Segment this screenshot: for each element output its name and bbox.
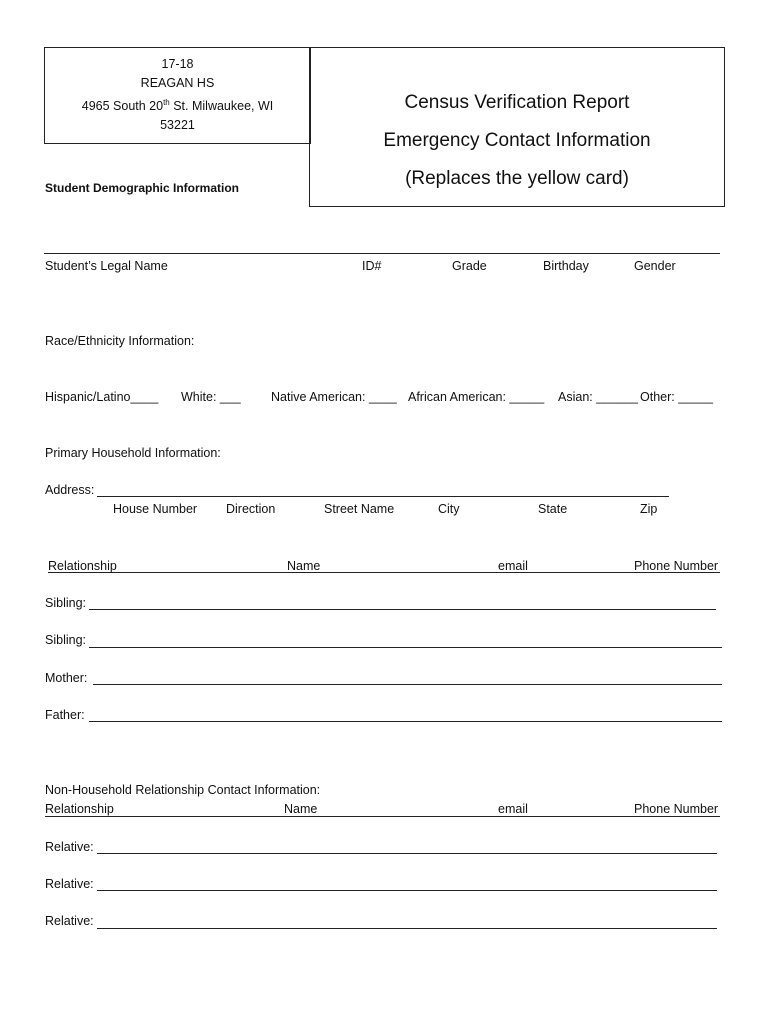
race-heading: Race/Ethnicity Information: — [45, 334, 195, 348]
label-legal-name: Student’s Legal Name — [45, 259, 168, 273]
address-direction: Direction — [226, 502, 276, 516]
father-entry-line[interactable] — [89, 721, 722, 722]
school-zip: 53221 — [160, 118, 195, 133]
label-grade: Grade — [452, 259, 487, 273]
race-native-american[interactable]: Native American: ____ — [271, 390, 397, 404]
race-asian[interactable]: Asian: ______ — [558, 390, 638, 404]
household-columns-underline — [48, 572, 720, 573]
school-name: REAGAN HS — [140, 76, 215, 90]
address-state: State — [538, 502, 568, 516]
row-label: Relative: — [45, 914, 94, 928]
race-african-american[interactable]: African American: _____ — [408, 390, 545, 404]
row-label: Relative: — [45, 877, 94, 891]
race-white[interactable]: White: ___ — [181, 390, 241, 404]
col-phone: Phone Number — [634, 559, 719, 573]
col-name: Name — [287, 559, 321, 573]
label-gender: Gender — [634, 259, 676, 273]
school-address: 4965 South 20th St. Milwaukee, WI — [81, 98, 274, 114]
report-note: (Replaces the yellow card) — [405, 168, 629, 189]
student-info-line[interactable] — [44, 253, 720, 254]
school-year: 17-18 — [161, 57, 194, 71]
label-birthday: Birthday — [543, 259, 589, 273]
student-demographic-heading: Student Demographic Information — [45, 181, 240, 195]
row-label: Sibling: — [45, 596, 86, 610]
report-title: Census Verification Report — [404, 92, 630, 113]
report-subtitle: Emergency Contact Information — [383, 130, 651, 151]
row-label: Sibling: — [45, 633, 86, 647]
col-email: email — [498, 559, 528, 573]
address-label: Address: — [45, 483, 95, 497]
non-household-columns-underline — [45, 816, 720, 817]
col-relationship: Relationship — [48, 559, 117, 573]
race-other[interactable]: Other: _____ — [640, 390, 713, 404]
label-id: ID# — [362, 259, 382, 273]
address-street-name: Street Name — [324, 502, 395, 516]
sibling-entry-line[interactable] — [89, 647, 722, 648]
sibling-entry-line[interactable] — [89, 609, 716, 610]
relative-entry-line[interactable] — [97, 928, 717, 929]
col-phone: Phone Number — [634, 802, 719, 816]
address-house-number: House Number — [113, 502, 198, 516]
race-hispanic[interactable]: Hispanic/Latino____ — [45, 390, 159, 404]
row-label: Relative: — [45, 840, 94, 854]
col-relationship: Relationship — [45, 802, 114, 816]
mother-entry-line[interactable] — [93, 684, 722, 685]
address-zip: Zip — [640, 502, 658, 516]
household-heading: Primary Household Information: — [45, 446, 221, 460]
address-line[interactable] — [97, 496, 669, 497]
row-label: Mother: — [45, 671, 88, 685]
col-email: email — [498, 802, 528, 816]
non-household-heading: Non-Household Relationship Contact Information: — [45, 783, 321, 797]
relative-entry-line[interactable] — [97, 853, 717, 854]
address-city: City — [438, 502, 460, 516]
col-name: Name — [284, 802, 318, 816]
row-label: Father: — [45, 708, 85, 722]
relative-entry-line[interactable] — [97, 890, 717, 891]
school-info — [44, 55, 311, 135]
